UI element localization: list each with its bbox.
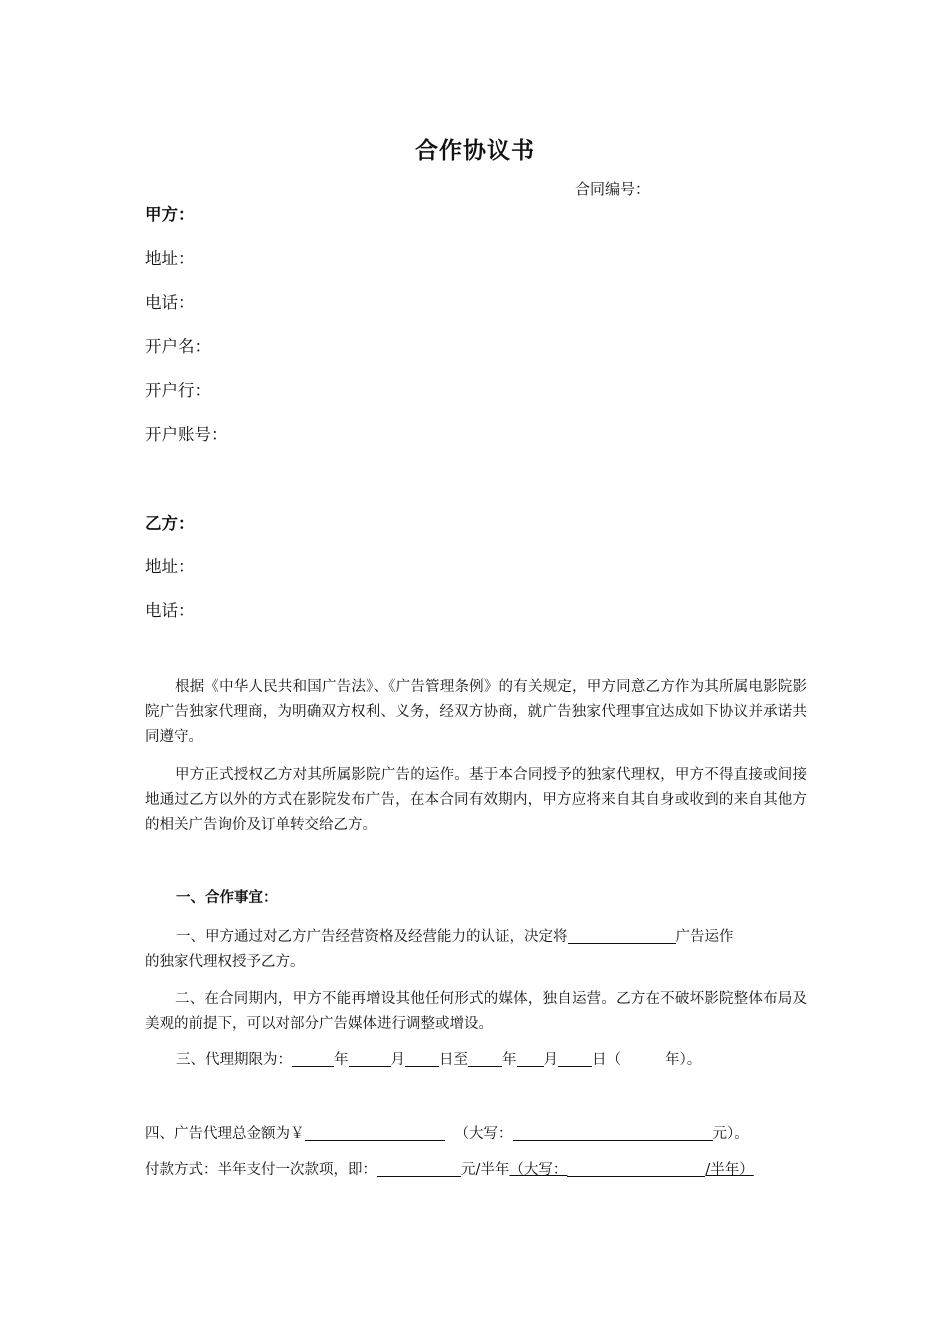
payment-label: 付款方式：半年支付一次款项，即： [145,1162,377,1178]
total-amount-blank[interactable] [305,1124,445,1141]
intro-paragraph-1: 根据《中华人民共和国广告法》、《广告管理条例》的有关规定，甲方同意乙方作为其所属电影院影院广告独家代理商，为明确双方权利、义务，经双方协商，就广告独家代理事宜达成如下协议并承诺共同遵守。 [145,679,807,745]
term-year-close: 年）。 [665,1052,702,1068]
party-b-phone: 电话： [145,601,195,620]
payment-amount-blank[interactable] [377,1160,461,1177]
start-month-blank[interactable] [349,1050,391,1067]
payment-daxie-blank[interactable] [567,1160,705,1177]
end-month-blank[interactable] [517,1050,544,1067]
payment-per-half-year: 元/半年 [461,1162,510,1178]
end-year-blank[interactable] [468,1050,502,1067]
item-1-line-2: 的独家代理权授予乙方。 [145,954,305,970]
section-1-item-2: 二、在合同期内，甲方不能再增设其他任何形式的媒体，独自运营。乙方在不破坏影院整体布局及美观的前提下，可以对部分广告媒体进行调整或增设。 [145,991,807,1032]
total-amount-label: 四、广告代理总金额为￥ [145,1126,305,1142]
section-1-heading: 一、合作事宜： [176,890,278,906]
contract-number-label: 合同编号： [575,180,651,198]
party-b-address: 地址： [145,557,195,576]
start-month-unit: 月 [390,1052,405,1068]
party-a-bank: 开户行： [145,381,211,400]
section-4-line [145,1122,749,1143]
term-to: 至 [453,1052,468,1068]
payment-half-year-close: /半年） [705,1162,754,1178]
end-day-unit: 日 [592,1052,607,1068]
payment-daxie-label: （大写： [509,1162,568,1178]
total-yuan-close: 元）。 [712,1126,749,1142]
party-b-heading: 乙方： [145,514,195,533]
item-1-text-post: 广告运作 [675,929,734,945]
party-a-phone: 电话： [145,293,195,312]
end-month-unit: 月 [543,1052,558,1068]
term-prefix: 三、代理期限为： [176,1052,292,1068]
party-a-account-name: 开户名： [145,337,211,356]
document-title: 合作协议书 [415,138,535,164]
start-day-unit: 日 [439,1052,454,1068]
section-1-item-1 [176,925,734,946]
intro-paragraph-2: 甲方正式授权乙方对其所属影院广告的运作。基于本合同授予的独家代理权，甲方不得直接或间接地通过乙方以外的方式在影院发布广告，在本合同有效期内，甲方应将来自其自身或收到的来自其他方的相关广告询价及订单转交给乙方。 [145,767,807,833]
start-day-blank[interactable] [405,1050,439,1067]
end-year-unit: 年 [502,1052,517,1068]
start-year-blank[interactable] [292,1050,334,1067]
section-1-item-3 [176,1048,701,1069]
item-1-text-pre: 一、甲方通过对乙方广告经营资格及经营能力的认证，决定将 [176,929,568,945]
payment-line [145,1158,754,1179]
start-year-unit: 年 [334,1052,349,1068]
party-a-account-number: 开户账号： [145,425,228,444]
term-open-paren: （ [606,1052,621,1068]
party-a-heading: 甲方： [145,205,195,224]
end-day-blank[interactable] [558,1050,592,1067]
total-daxie-blank[interactable] [513,1124,713,1141]
ad-scope-blank[interactable] [568,927,676,944]
party-a-address: 地址： [145,249,195,268]
total-daxie-label: （大写： [454,1126,513,1142]
